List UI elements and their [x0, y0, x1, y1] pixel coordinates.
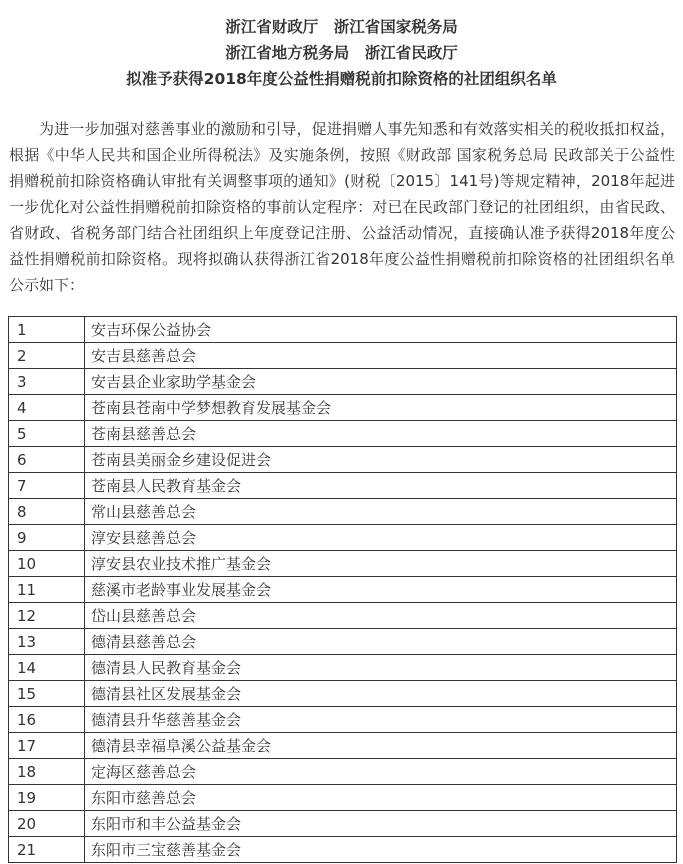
table-row: [9, 577, 677, 603]
table-row: [9, 395, 677, 421]
intro-paragraph: 为进一步加强对慈善事业的激励和引导，促进捐赠人事先知悉和有效落实相关的税收抵扣权益，根据《中华人民共和国企业所得税法》及实施条例，按照《财政部 国家税务总局 民政部关于公益性捐赠税前扣除资格确认审批有关调整事项的通知》(财税〔2015〕141号)等规定精神，2018年起进一步优化对公益性捐赠税前扣除资格的事前认定程序：对已在民政部门登记的社团组织，由省民政、省财政、省税务部门结合社团组织上年度登记注册、公益活动情况，直接确认准予获得2018年度公益性捐赠税前扣除资格。现将拟确认获得浙江省2018年度公益性捐赠税前扣除资格的社团组织名单公示如下：: [9, 120, 675, 294]
table-row: [9, 603, 677, 629]
row-number: 15: [9, 681, 85, 707]
table-row: [9, 629, 677, 655]
organization-name: 德清县慈善总会: [85, 629, 677, 655]
organization-name: 东阳市和丰公益基金会: [85, 811, 677, 837]
organization-name: 淳安县农业技术推广基金会: [85, 551, 677, 577]
row-number: 6: [9, 447, 85, 473]
organization-name: 苍南县苍南中学梦想教育发展基金会: [85, 395, 677, 421]
document-title: 拟准予获得2018年度公益性捐赠税前扣除资格的社团组织名单: [126, 70, 557, 88]
row-number: 17: [9, 733, 85, 759]
table-row: [9, 681, 677, 707]
row-number: 8: [9, 499, 85, 525]
row-number: 16: [9, 707, 85, 733]
row-number: 5: [9, 421, 85, 447]
organization-name: 常山县慈善总会: [85, 499, 677, 525]
table-row: [9, 317, 677, 343]
row-number: 9: [9, 525, 85, 551]
organization-name: 德清县社区发展基金会: [85, 681, 677, 707]
table-row: [9, 343, 677, 369]
table-row: [9, 499, 677, 525]
table-row: [9, 525, 677, 551]
row-number: 18: [9, 759, 85, 785]
organization-name: 淳安县慈善总会: [85, 525, 677, 551]
table-row: [9, 551, 677, 577]
organization-name: 定海区慈善总会: [85, 759, 677, 785]
row-number: 14: [9, 655, 85, 681]
row-number: 3: [9, 369, 85, 395]
row-number: 10: [9, 551, 85, 577]
table-row: [9, 655, 677, 681]
row-number: 4: [9, 395, 85, 421]
organization-name: 安吉县慈善总会: [85, 343, 677, 369]
table-row: [9, 811, 677, 837]
organization-name: 安吉环保公益协会: [85, 317, 677, 343]
row-number: 11: [9, 577, 85, 603]
row-number: 12: [9, 603, 85, 629]
document-header: [0, 14, 683, 92]
organization-name: 苍南县慈善总会: [85, 421, 677, 447]
table-row: [9, 447, 677, 473]
row-number: 21: [9, 837, 85, 863]
organization-name: 德清县升华慈善基金会: [85, 707, 677, 733]
organization-name: 岱山县慈善总会: [85, 603, 677, 629]
row-number: 20: [9, 811, 85, 837]
organization-list-table: [8, 316, 677, 863]
table-row: [9, 733, 677, 759]
row-number: 2: [9, 343, 85, 369]
organization-name: 东阳市慈善总会: [85, 785, 677, 811]
organization-name: 德清县人民教育基金会: [85, 655, 677, 681]
organization-name: 东阳市三宝慈善基金会: [85, 837, 677, 863]
header-issuers-line-2: 浙江省地方税务局 浙江省民政厅: [225, 44, 458, 62]
organization-name: 德清县幸福阜溪公益基金会: [85, 733, 677, 759]
table-row: [9, 759, 677, 785]
table-row: [9, 785, 677, 811]
organization-name: 苍南县美丽金乡建设促进会: [85, 447, 677, 473]
row-number: 1: [9, 317, 85, 343]
organization-list-body: [9, 317, 677, 863]
table-row: [9, 837, 677, 863]
organization-name: 安吉县企业家助学基金会: [85, 369, 677, 395]
table-row: [9, 421, 677, 447]
table-row: [9, 707, 677, 733]
organization-name: 苍南县人民教育基金会: [85, 473, 677, 499]
table-row: [9, 369, 677, 395]
header-issuers-line-1: 浙江省财政厅 浙江省国家税务局: [225, 18, 458, 36]
row-number: 7: [9, 473, 85, 499]
row-number: 13: [9, 629, 85, 655]
row-number: 19: [9, 785, 85, 811]
table-row: [9, 473, 677, 499]
organization-name: 慈溪市老龄事业发展基金会: [85, 577, 677, 603]
